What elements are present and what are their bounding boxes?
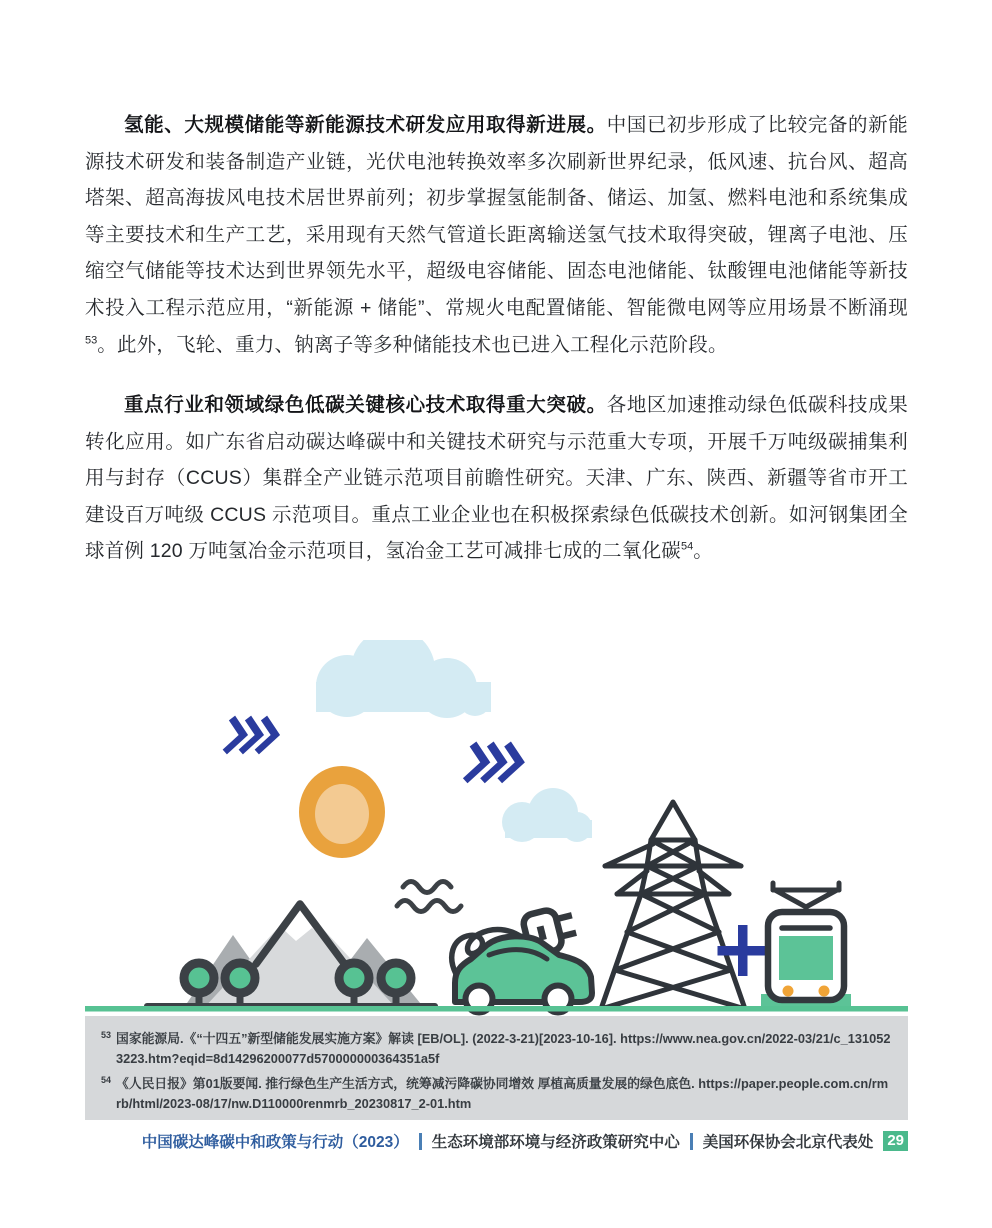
paragraph-new-energy-tech — [85, 107, 908, 363]
paragraph-body: 中国已初步形成了比较完备的新能源技术研发和装备制造产业链，光伏电池转换效率多次刷新世界纪录，低风速、抗台风、超高塔架、超高海拔风电技术居世界前列；初步掌握氢能制备、储运、加氢、燃料电池和系统集成等主要技术和生产工艺，采用现有天然气管道长距离输送氢气技术取得突破，锂离子电池、压缩空气储能等技术达到世界领先水平，超级电容储能、固态电池储能、钛酸锂电池储能等新技术投入工程示范应用，“新能源 + 储能”、常规火电配置储能、智能微电网等应用场景不断涌现 — [85, 114, 908, 319]
paragraph-body-end: 。此外，飞轮、重力、钠离子等多种储能技术也已进入工程化示范阶段。 — [97, 333, 728, 356]
footnote-marker: 54 — [101, 1075, 112, 1085]
page-footer — [142, 1130, 908, 1152]
footnote-text: 《人民日报》第01版要闻. 推行绿色生产生活方式，统筹减污降碳协同增效 厚植高质量发展的绿色底色. https://paper.people.com.cn/rmrb/html/2023-08/17/nw.D110000renmrb_20230817_2-01.htm — [116, 1076, 889, 1111]
footnote-marker: 53 — [101, 1030, 112, 1040]
cloud-icon — [316, 640, 491, 718]
page-number-badge: 29 — [883, 1131, 908, 1151]
transmission-tower-icon — [601, 802, 745, 1009]
footer-separator — [419, 1133, 422, 1150]
small-cloud-icon — [502, 788, 592, 842]
wind-chevrons-icon — [465, 744, 524, 781]
footnote-text: 国家能源局.《“十四五”新型储能发展实施方案》解读 [EB/OL]. (2022-3-21)[2023-10-16]. https://www.nea.gov.cn/2022-03/21/c_1310523223.htm?eqid=8d14296200077d570000000364351a5f — [116, 1031, 891, 1066]
footer-org-policy-center: 生态环境部环境与经济政策研究中心 — [431, 1134, 680, 1151]
paragraph-green-lowcarbon-tech — [85, 387, 908, 570]
tram-icon — [761, 883, 851, 1008]
paragraph-body: 各地区加速推动绿色低碳科技成果转化应用。如广东省启动碳达峰碳中和关键技术研究与示范重大专项，开展千万吨级碳捕集利用与封存（CCUS）集群全产业链示范项目前瞻性研究。天津、广东、陕西、新疆等省市开工建设百万吨级 CCUS 示范项目。重点工业企业也在积极探索绿色低碳技术创新。如河钢集团全球首例 120 万吨氢冶金示范项目，氢冶金工艺可减排七成的二氧化碳 — [85, 394, 908, 563]
electric-car-icon — [452, 905, 592, 1013]
footnote-ref-53: 53 — [85, 334, 98, 347]
footnote-53 — [99, 1029, 892, 1068]
footer-doc-title: 中国碳达峰碳中和政策与行动（2023） — [141, 1134, 409, 1151]
footer-org-edf-beijing: 美国环保协会北京代表处 — [702, 1134, 874, 1151]
sun-icon — [299, 766, 385, 858]
footer-separator — [690, 1133, 693, 1150]
paragraph-body-end: 。 — [693, 540, 713, 563]
footnotes-box — [85, 1016, 908, 1120]
ground-line — [85, 1006, 908, 1012]
paragraph-lead-bold: 氢能、大规模储能等新能源技术研发应用取得新进展。 — [124, 114, 607, 136]
footnote-54 — [99, 1074, 892, 1113]
heat-waves-icon — [397, 882, 461, 912]
clean-energy-illustration — [85, 640, 908, 1016]
paragraph-lead-bold: 重点行业和领域绿色低碳关键核心技术取得重大突破。 — [124, 394, 607, 416]
footnote-ref-54: 54 — [680, 540, 694, 553]
wind-chevrons-icon — [225, 718, 279, 752]
